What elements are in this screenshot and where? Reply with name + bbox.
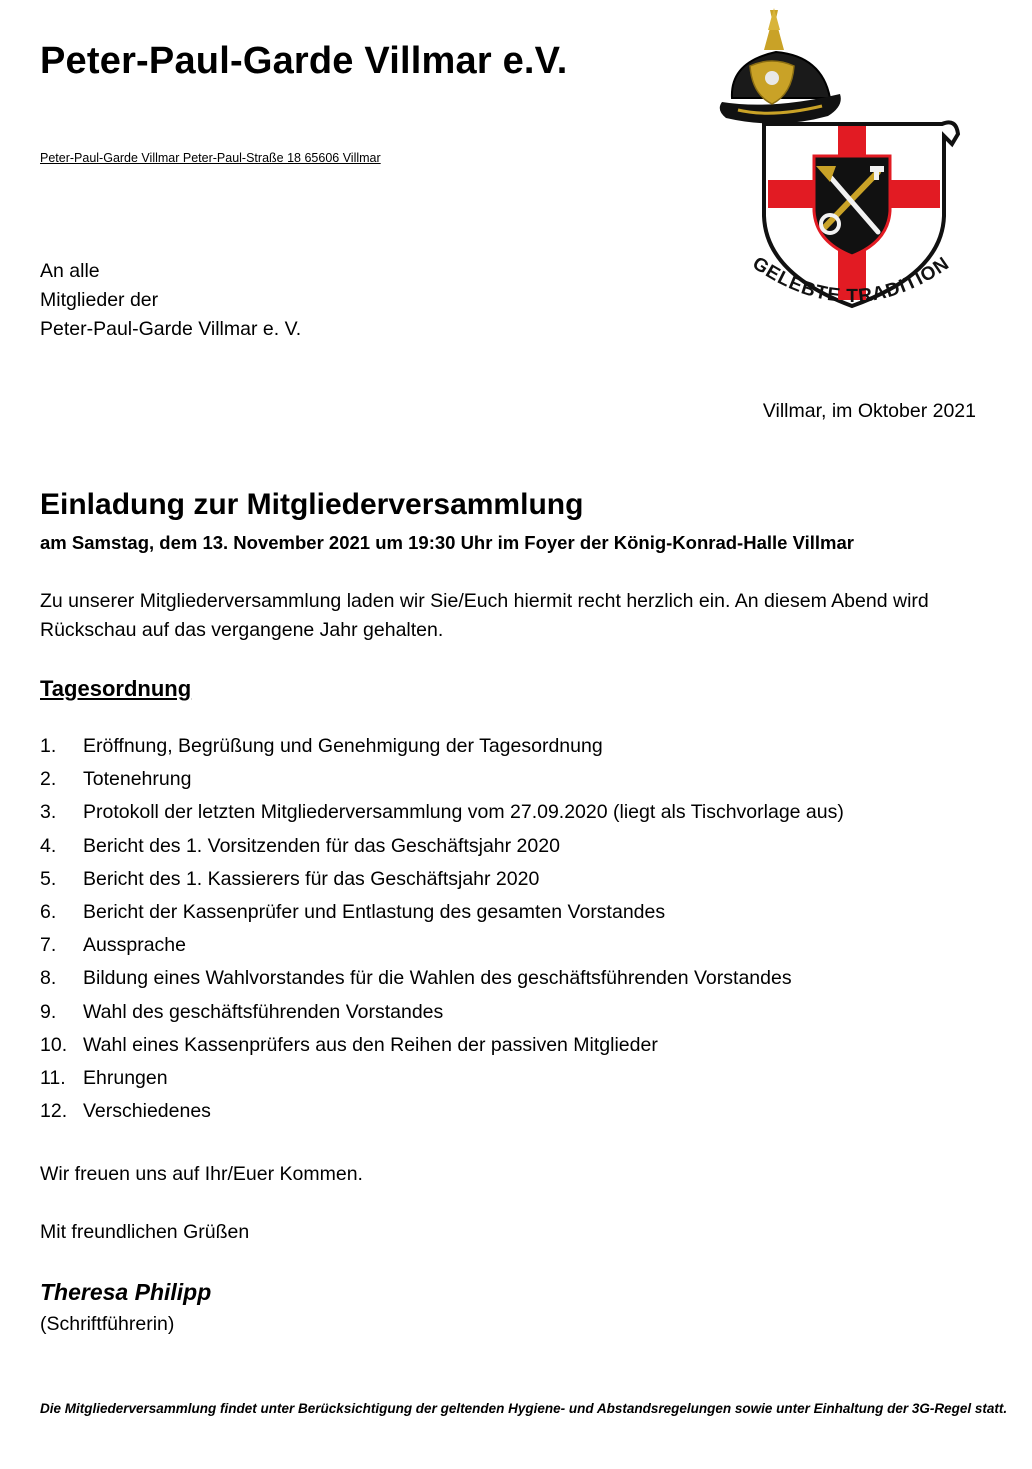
agenda-item-number: 11.: [40, 1066, 66, 1089]
agenda-item-text: Eröffnung, Begrüßung und Genehmigung der Tagesordnung: [83, 735, 603, 757]
club-logo: [712, 6, 962, 326]
agenda-item-number: 4.: [40, 834, 57, 857]
helmet-icon: [720, 8, 841, 124]
agenda-item-text: Aussprache: [83, 934, 186, 957]
date-line: Villmar, im Oktober 2021: [762, 400, 976, 422]
agenda-item-number: 3.: [40, 801, 57, 824]
signature-role: (Schriftführerin): [40, 1313, 175, 1335]
signature-name: Theresa Philipp: [40, 1279, 212, 1305]
agenda-item: [40, 967, 844, 1000]
agenda-item: [40, 1100, 844, 1133]
agenda-item-number: 1.: [40, 735, 57, 757]
agenda-item-text: Bericht des 1. Vorsitzenden für das Geschäftsjahr 2020: [83, 834, 560, 857]
agenda-item: [40, 835, 844, 868]
closing-text: Wir freuen uns auf Ihr/Euer Kommen.: [40, 1163, 363, 1185]
agenda-item: [40, 768, 844, 801]
agenda-heading: Tagesordnung: [40, 676, 192, 701]
agenda-item: [40, 1001, 844, 1034]
agenda-item-number: 10.: [40, 1033, 68, 1056]
agenda-item: [40, 1067, 844, 1100]
agenda-item-text: Bericht des 1. Kassierers für das Geschäftsjahr 2020: [83, 867, 540, 890]
agenda-list: [40, 735, 844, 1133]
recipient-block: [40, 257, 301, 344]
agenda-item-number: 9.: [40, 1000, 57, 1023]
agenda-item-number: 2.: [40, 768, 57, 791]
agenda-item-number: 7.: [40, 934, 57, 957]
invitation-title: Einladung zur Mitgliederversammlung: [40, 488, 584, 521]
agenda-item-text: Totenehrung: [83, 768, 192, 791]
agenda-item-number: 5.: [40, 867, 57, 890]
recipient-line: An alle: [40, 260, 100, 282]
footnote: Die Mitgliederversammlung findet unter Berücksichtigung der geltenden Hygiene- und Abstandsregelungen sowie unter Einhaltung der 3G-Regel statt.: [40, 1401, 1008, 1416]
agenda-item: [40, 1034, 844, 1067]
organization-name: Peter-Paul-Garde Villmar e.V.: [40, 40, 568, 82]
invitation-subtitle: am Samstag, dem 13. November 2021 um 19:30 Uhr im Foyer der König-Konrad-Halle Villmar: [40, 532, 854, 553]
sender-address-line: Peter-Paul-Garde Villmar Peter-Paul-Straße 18 65606 Villmar: [40, 151, 381, 165]
agenda-item-text: Wahl eines Kassenprüfers aus den Reihen der passiven Mitglieder: [83, 1033, 658, 1056]
recipient-line: Peter-Paul-Garde Villmar e. V.: [40, 318, 302, 340]
closing-greeting: Mit freundlichen Grüßen: [40, 1221, 250, 1243]
agenda-item: [40, 934, 844, 967]
invitation-intro: Zu unserer Mitgliederversammlung laden wir Sie/Euch hiermit recht herzlich ein. An diesem Abend wird Rückschau auf das vergangene Jahr gehalten.: [40, 590, 929, 641]
agenda-item: [40, 735, 844, 768]
agenda-item-text: Verschiedenes: [83, 1100, 211, 1123]
agenda-item-number: 8.: [40, 967, 57, 990]
agenda-item-text: Bericht der Kassenprüfer und Entlastung des gesamten Vorstandes: [83, 900, 666, 923]
agenda-item-text: Ehrungen: [83, 1066, 168, 1089]
agenda-item: [40, 801, 844, 834]
agenda-item: [40, 868, 844, 901]
agenda-item-number: 12.: [40, 1100, 68, 1123]
agenda-item-number: 6.: [40, 900, 57, 923]
agenda-item-text: Protokoll der letzten Mitgliederversammlung vom 27.09.2020 (liegt als Tischvorlage aus): [83, 801, 844, 824]
svg-text:GELEBTE TRADITION: GELEBTE TRADITION: [748, 252, 954, 308]
agenda-item-text: Wahl des geschäftsführenden Vorstandes: [83, 1000, 444, 1023]
recipient-line: Mitglieder der: [40, 289, 159, 311]
agenda-item: [40, 901, 844, 934]
agenda-item-text: Bildung eines Wahlvorstandes für die Wahlen des geschäftsführenden Vorstandes: [83, 967, 792, 990]
